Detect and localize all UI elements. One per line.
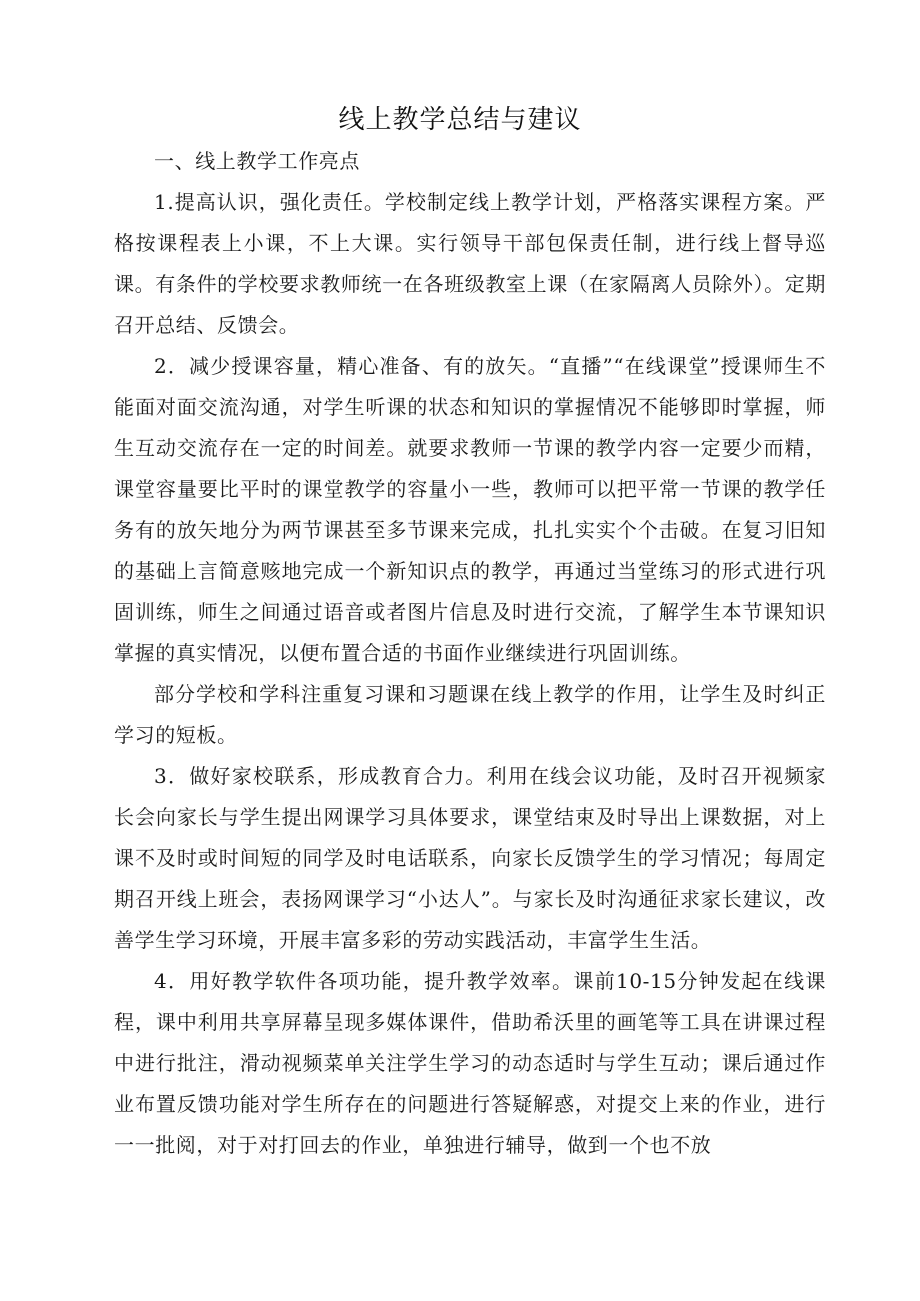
document-body — [114, 141, 826, 1166]
paragraph-2: 2．减少授课容量，精心准备、有的放矢。“直播”“在线课堂”授课师生不能面对面交流沟通，对学生听课的状态和知识的掌握情况不能够即时掌握，师生互动交流存在一定的时间差。就要求教师一节课的教学内容一定要少而精，课堂容量要比平时的课堂教学的容量小一些，教师可以把平常一节课的教学任务有的放矢地分为两节课甚至多节课来完成，扎扎实实个个击破。在复习旧知的基础上言简意赅地完成一个新知识点的教学，再通过当堂练习的形式进行巩固训练，师生之间通过语音或者图片信息及时进行交流，了解学生本节课知识掌握的真实情况，以便布置合适的书面作业继续进行巩固训练。 — [114, 354, 826, 665]
section-heading: 一、线上教学工作亮点 — [154, 149, 360, 173]
paragraph-5: 4．用好教学软件各项功能，提升教学效率。课前10-15分钟发起在线课程，课中利用共享屏幕呈现多媒体课件，借助希沃里的画笔等工具在讲课过程中进行批注，滑动视频菜单关注学生学习的动态适时与学生互动；课后通过作业布置反馈功能对学生所存在的问题进行答疑解惑，对提交上来的作业，进行一一批阅，对于对打回去的作业，单独进行辅导，做到一个也不放 — [114, 969, 826, 1157]
document-title: 线上教学总结与建议 — [338, 105, 582, 135]
paragraph-3: 部分学校和学科注重复习课和习题课在线上教学的作用，让学生及时纠正学习的短板。 — [114, 682, 826, 747]
paragraph-4: 3．做好家校联系，形成教育合力。利用在线会议功能，及时召开视频家长会向家长与学生提出网课学习具体要求，课堂结束及时导出上课数据，对上课不及时或时间短的同学及时电话联系，向家长反馈学生的学习情况；每周定期召开线上班会，表扬网课学习“小达人”。与家长及时沟通征求家长建议，改善学生学习环境，开展丰富多彩的劳动实践活动，丰富学生生活。 — [114, 764, 826, 952]
paragraph-1: 1.提高认识，强化责任。学校制定线上教学计划，严格落实课程方案。严格按课程表上小课，不上大课。实行领导干部包保责任制，进行线上督导巡课。有条件的学校要求教师统一在各班级教室上课（在家隔离人员除外）。定期召开总结、反馈会。 — [114, 190, 826, 337]
